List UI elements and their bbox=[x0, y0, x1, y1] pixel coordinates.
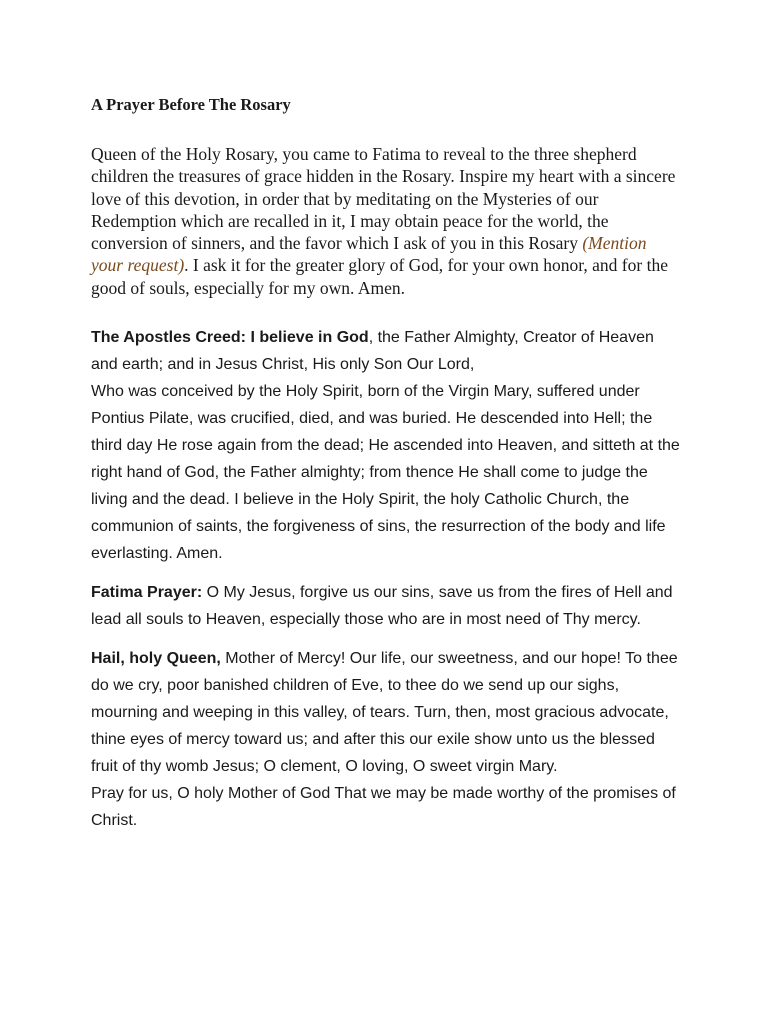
apostles-creed-line-1: , the Father Almighty, Creator of Heaven and earth; and in Jesus Christ, His only Son Our Lord, bbox=[91, 329, 654, 374]
hail-holy-queen-closing: Pray for us, O holy Mother of God That we may be made worthy of the promises of Christ. bbox=[91, 785, 676, 830]
request-note: (Mention your request) bbox=[91, 233, 647, 276]
document-page bbox=[91, 94, 691, 834]
hail-holy-queen-text: Mother of Mercy! Our life, our sweetness, and our hope! To thee do we cry, poor banished children of Eve, to thee do we send up our sighs, mourning and weeping in this valley, of tears. Turn, then, most gracious advocate, thine eyes of mercy toward us; and after this our exile show unto us the blessed fruit of thy womb Jesus; O clement, O loving, O sweet virgin Mary. bbox=[91, 650, 678, 776]
fatima-prayer bbox=[91, 579, 681, 633]
document-title: A Prayer Before The Rosary bbox=[91, 95, 291, 114]
rosary-opening-prayer bbox=[91, 143, 681, 299]
fatima-prayer-text: O My Jesus, forgive us our sins, save us from the fires of Hell and lead all souls to Heaven, especially those who are in most need of Thy mercy. bbox=[91, 584, 673, 629]
opening-prayer-closing: . I ask it for the greater glory of God, for your own honor, and for the good of souls, especially for my own. Amen. bbox=[91, 255, 668, 298]
apostles-creed-line-2: Who was conceived by the Holy Spirit, born of the Virgin Mary, suffered under Pontius Pilate, was crucified, died, and was buried. He descended into Hell; the third day He rose again from the dead; He ascended into Heaven, and sitteth at the right hand of God, the Father almighty; from thence He shall come to judge the living and the dead. I believe in the Holy Spirit, the holy Catholic Church, the communion of saints, the forgiveness of sins, the resurrection of the body and life everlasting. Amen. bbox=[91, 383, 680, 563]
fatima-prayer-heading: Fatima Prayer: bbox=[91, 584, 203, 602]
opening-prayer-text: Queen of the Holy Rosary, you came to Fatima to reveal to the three shepherd children the treasures of grace hidden in the Rosary. Inspire my heart with a sincere love of this devotion, in order that by meditating on the Mysteries of our Redemption which are recalled in it, I may obtain peace for the world, the conversion of sinners, and the favor which I ask of you in this Rosary bbox=[91, 144, 676, 254]
hail-holy-queen-heading: Hail, holy Queen, bbox=[91, 650, 221, 668]
apostles-creed-heading: The Apostles Creed: I believe in God bbox=[91, 329, 369, 347]
apostles-creed bbox=[91, 324, 681, 567]
hail-holy-queen bbox=[91, 645, 681, 834]
